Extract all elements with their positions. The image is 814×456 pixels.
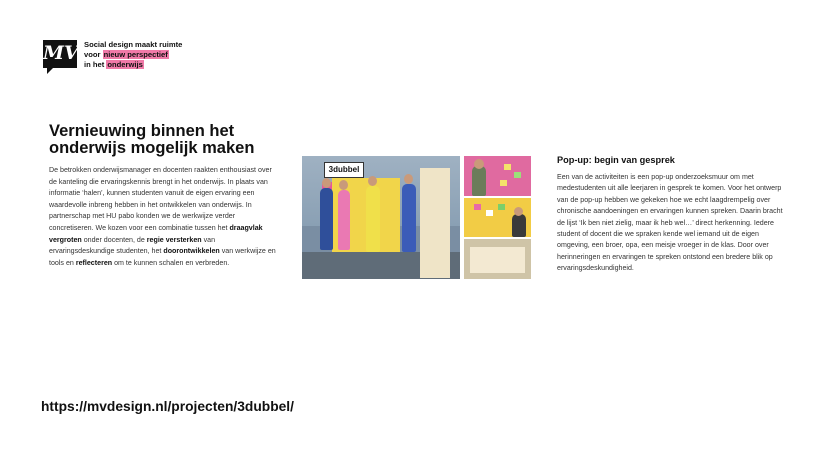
tagline-text: in het — [84, 60, 107, 69]
sticky-note — [514, 172, 521, 178]
person-figure — [320, 188, 333, 250]
bold-term: draagvlak vergroten — [49, 223, 263, 244]
person-head — [404, 174, 413, 184]
paper-scroll — [470, 247, 525, 273]
tagline-highlight: nieuw perspectief — [103, 50, 168, 59]
left-column — [49, 123, 281, 269]
banner-text: 3dubbel — [328, 165, 360, 174]
photo-popup-wall — [302, 156, 460, 279]
tagline-line-1: Social design maakt ruimte — [84, 40, 183, 49]
person-figure — [366, 186, 380, 252]
brand-header — [43, 40, 182, 70]
right-column — [557, 155, 783, 275]
person-head — [514, 207, 523, 216]
paragraph-text: De betrokken onderwijsmanager en docenten raakten enthousiast over de kanteling die ervaringskennis brengt in het onderwijs. In plaats van informatie ‘halen’, kunnen studenten vanuit de eigen ervaring een waardevolle inbreng hebben in het ontwikkelen van onderwijs. In partnerschap met HU pabo konden we de werkwijze verder concretiseren. We kozen voor een combinatie tussen het — [49, 166, 272, 232]
photo-sticky-notes — [464, 198, 531, 237]
page-headline: Vernieuwing binnen het onderwijs mogelijk maken — [49, 122, 255, 157]
person-figure — [472, 166, 486, 196]
person-figure — [402, 184, 416, 252]
paragraph-text: van ervaringsdeskundige studenten, het — [49, 235, 216, 256]
tagline-text: voor — [84, 50, 103, 59]
mv-logo — [43, 40, 77, 68]
tagline-line-3 — [84, 60, 182, 70]
tagline-highlight: onderwijs — [107, 60, 143, 69]
person-head — [339, 180, 348, 190]
section-body: Een van de activiteiten is een pop-up onderzoeksmuur om met medestudenten uit alle leerjaren in gesprek te komen. Voor het ontwerp van de pop-up hebben we gekeken hoe we echt laagdrempelig over chronische aandoeningen en ervaringen kunnen spreken. Daarin bracht de lijst ‘Ik ben niet zielig, maar ik heb wel…’ direct herkenning. Iedere student of docent die we spraken kende wel iemand uit de eigen omgeving, een broer, opa, een meisje vroeger in de klas. Door over herinneringen en ervaringen te spreken ontstond een bredere blik op ervaringsdeskundigheid. — [557, 173, 783, 273]
paragraph-text: om te kunnen schalen en verbreden. — [112, 258, 230, 267]
paper-roll — [420, 168, 450, 278]
person-figure — [512, 214, 526, 237]
sticky-note — [486, 210, 493, 216]
bold-term: reflecteren — [75, 258, 113, 267]
sticky-note — [498, 204, 505, 210]
bold-term: regie versterken — [146, 235, 202, 244]
section-title: Pop-up: begin van gesprek — [557, 155, 675, 165]
person-head — [368, 176, 377, 186]
sticky-note — [504, 164, 511, 170]
person-head — [474, 159, 484, 169]
photo-student-wall — [464, 156, 531, 196]
photo-collage — [302, 156, 531, 279]
banner-sign — [324, 162, 364, 178]
sticky-note — [500, 180, 507, 186]
paragraph-text: onder docenten, de — [81, 235, 147, 244]
project-url[interactable]: https://mvdesign.nl/projecten/3dubbel/ — [41, 399, 294, 414]
tagline-line-2 — [84, 50, 182, 60]
photo-list-scroll — [464, 239, 531, 279]
logo-text: MV — [43, 42, 79, 64]
sticky-note — [474, 204, 481, 210]
intro-paragraph — [49, 165, 281, 269]
bold-term: doorontwikkelen — [163, 247, 220, 256]
tagline — [84, 40, 182, 70]
person-figure — [338, 190, 350, 250]
paragraph-text: van werkwijze en tools en — [49, 247, 276, 267]
person-head — [322, 178, 331, 188]
